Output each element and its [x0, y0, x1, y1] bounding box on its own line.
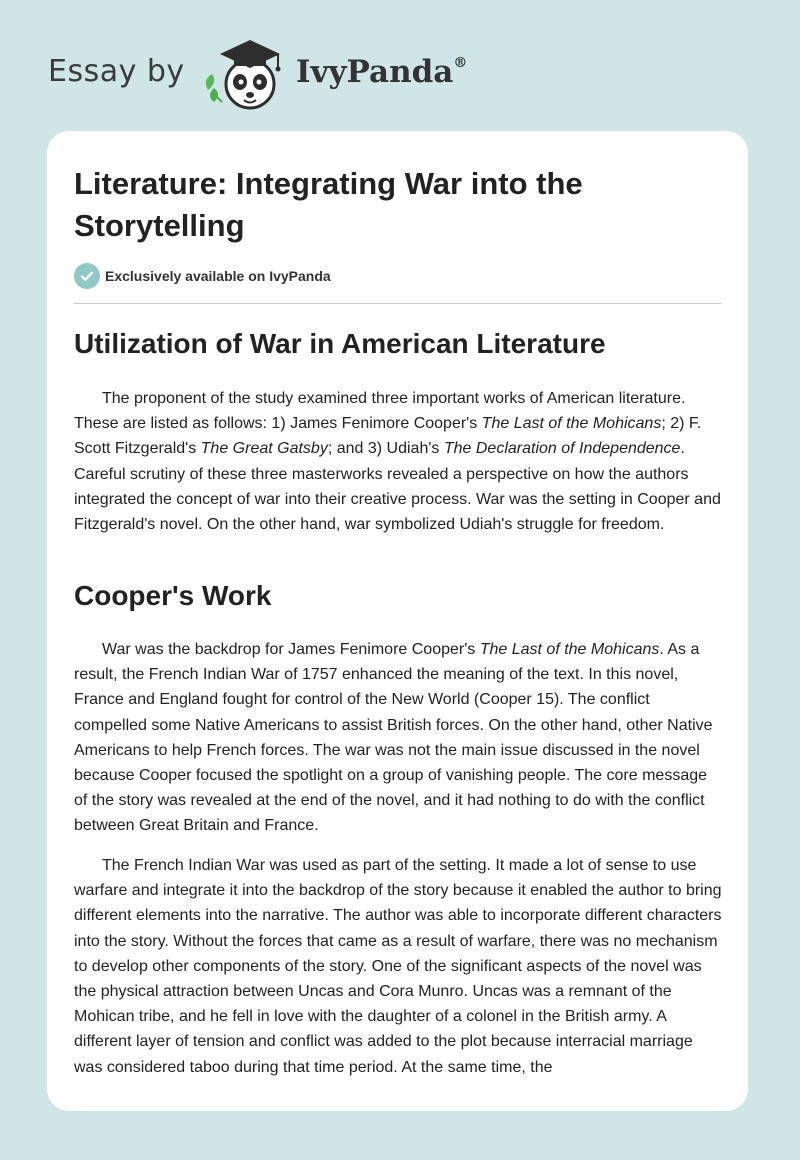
book-title: The Last of the Mohicans	[479, 641, 660, 658]
paragraph: The proponent of the study examined three important works of American literature. These are listed as follows: 1) James Fenimore Cooper's The Last of the Mohicans; 2) F. Scott Fitzgerald's The Great Gatsby; and 3) Udiah's The Declaration of Independence. Careful scrutiny of these three masterworks revealed a perspective on how the authors integrated the concept of war into their creative process. War was the setting in Cooper and Fitzgerald's novel. On the other hand, war symbolized Udiah's struggle for freedom.	[74, 390, 721, 534]
section-heading-utilization: Utilization of War in American Literature	[74, 328, 606, 359]
divider	[74, 303, 722, 304]
book-title: The Great Gatsby	[200, 440, 328, 458]
essay-card	[47, 131, 748, 1111]
essay-by-label: Essay by	[48, 54, 185, 89]
checkmark-icon	[74, 263, 100, 289]
site-header	[48, 28, 568, 118]
book-title: The Declaration of Independence	[443, 440, 681, 458]
section-heading-coopers-work: Cooper's Work	[74, 580, 272, 611]
badge-text: Exclusively available on IvyPanda	[105, 268, 331, 284]
trademark-symbol: ®	[453, 54, 468, 71]
brand-name[interactable]: IvyPanda®	[296, 54, 468, 90]
paragraph: War was the backdrop for James Fenimore Cooper's The Last of the Mohicans. As a result, the French Indian War of 1757 enhanced the meaning of the text. In this novel, France and England fought for control of the New World (Cooper 15). The conflict compelled some Native Americans to assist British forces. On the other hand, other Native Americans to help French forces. The war was not the main issue discussed in the novel because Cooper focused the spotlight on a group of vanishing people. The core message of the story was revealed at the end of the novel, and it had nothing to do with the conflict between Great Britain and France.	[74, 641, 713, 835]
ivypanda-logo-icon[interactable]	[200, 32, 292, 112]
paragraph: The French Indian War was used as part of the setting. It made a lot of sense to use warfare and integrate it into the backdrop of the story because it enabled the author to bring different elements into the narrative. The author was able to incorporate different characters into the story. Without the forces that came as a result of warfare, there was no mechanism to develop other components of the story. One of the significant aspects of the novel was the physical attraction between Uncas and Cora Munro. Uncas was a remnant of the Mohican tribe, and he fell in love with the daughter of a colonel in the British army. A different layer of tension and conflict was added to the plot because interracial marriage was considered taboo during that time period. At the same time, the	[74, 857, 722, 1076]
book-title: The Last of the Mohicans	[481, 415, 662, 433]
exclusive-badge	[74, 263, 331, 289]
page-title: Literature: Integrating War into the Storytelling	[74, 166, 583, 243]
